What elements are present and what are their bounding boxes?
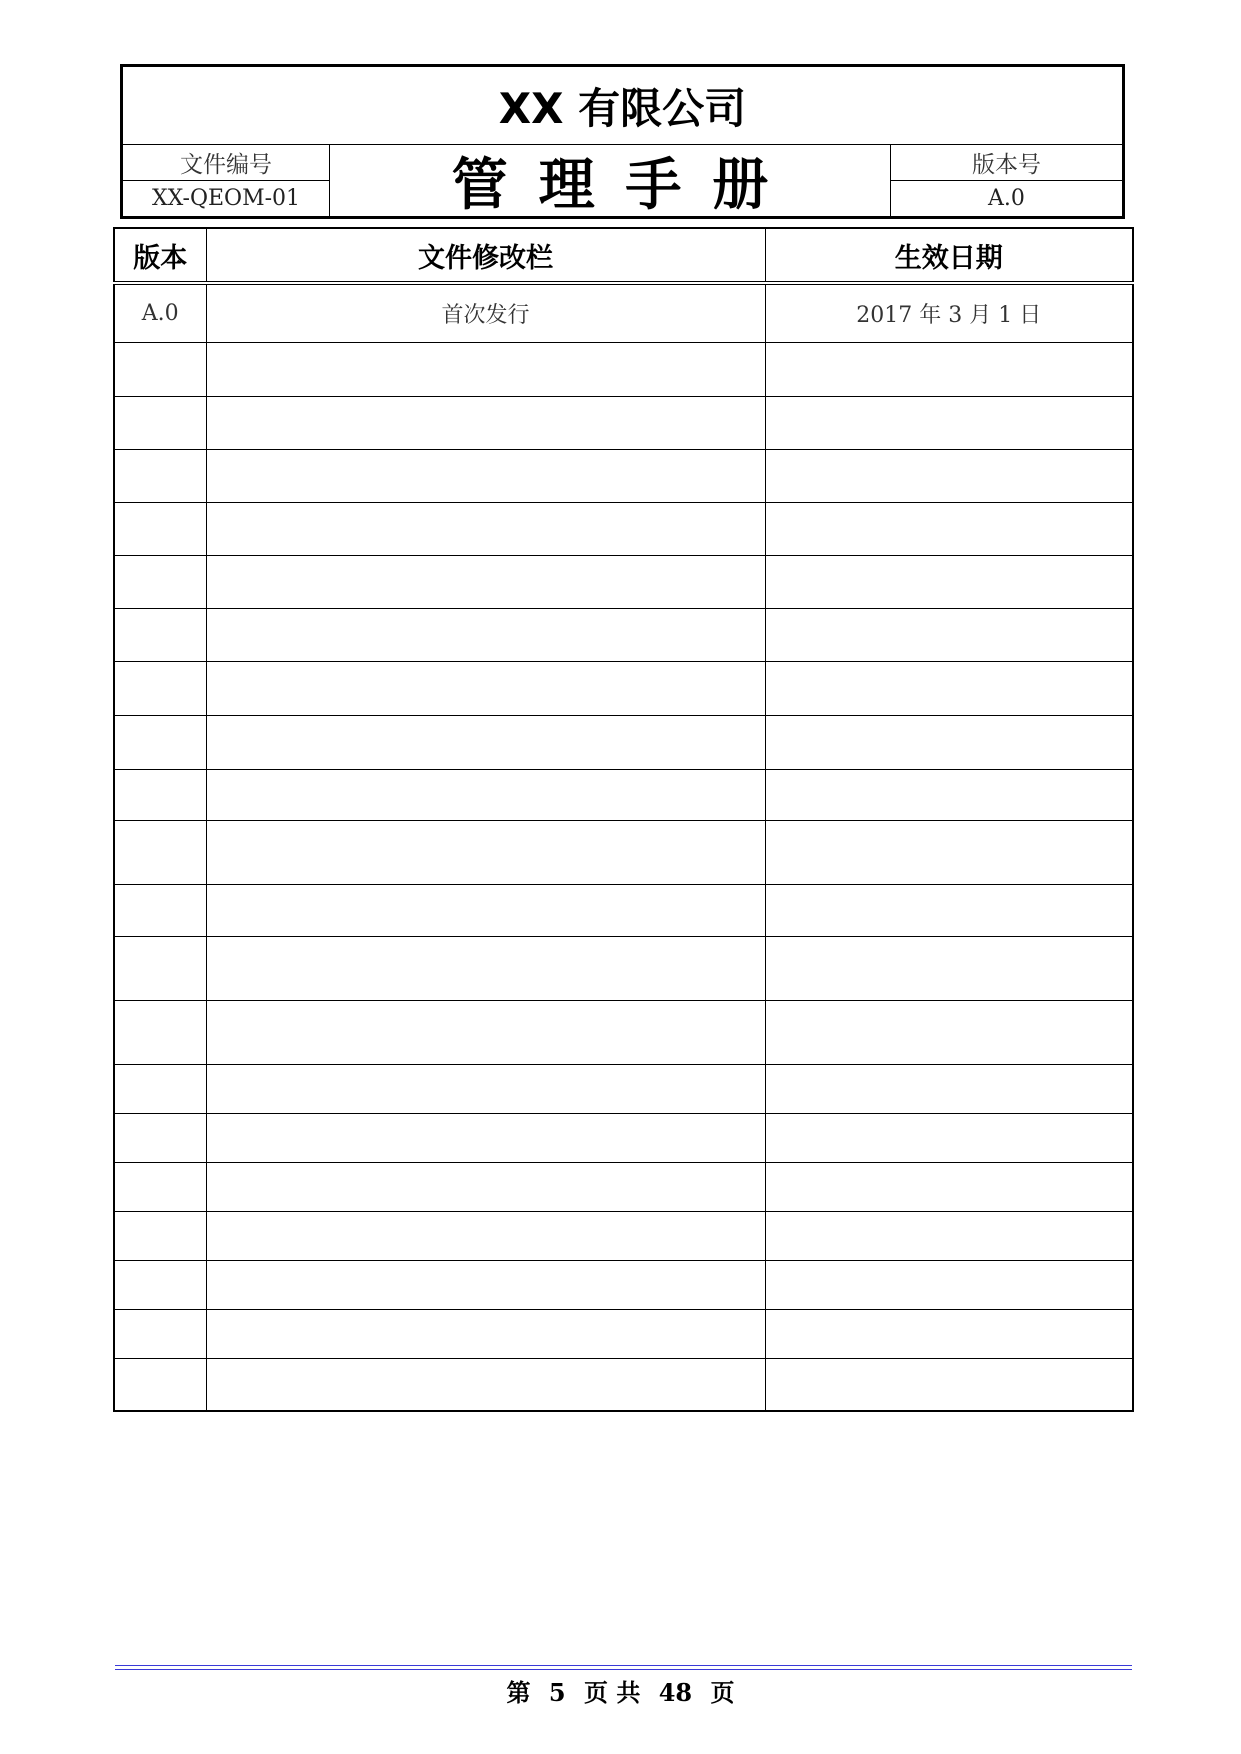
cell-version bbox=[114, 1001, 206, 1065]
table-row bbox=[114, 397, 1133, 450]
cell-version bbox=[114, 662, 206, 716]
doc-number-value: XX-QEOM-01 bbox=[123, 181, 330, 216]
table-row bbox=[114, 716, 1133, 770]
cell-revision bbox=[206, 450, 765, 503]
cell-effective-date bbox=[765, 821, 1133, 885]
cell-revision bbox=[206, 343, 765, 397]
cell-version bbox=[114, 1163, 206, 1212]
cell-effective-date bbox=[765, 397, 1133, 450]
table-row bbox=[114, 821, 1133, 885]
manual-title: 管理手册 bbox=[451, 152, 799, 218]
page-total: 48 bbox=[658, 1678, 693, 1707]
cell-version bbox=[114, 1065, 206, 1114]
table-row bbox=[114, 503, 1133, 556]
cell-version bbox=[114, 397, 206, 450]
cell-effective-date bbox=[765, 716, 1133, 770]
cell-version bbox=[114, 503, 206, 556]
table-row bbox=[114, 770, 1133, 821]
cell-effective-date bbox=[765, 1310, 1133, 1359]
company-name: XX 有限公司 bbox=[123, 67, 1122, 145]
table-row bbox=[114, 885, 1133, 937]
cell-effective-date bbox=[765, 770, 1133, 821]
cell-revision bbox=[206, 1261, 765, 1310]
cell-version bbox=[114, 1310, 206, 1359]
doc-number-label: 文件编号 bbox=[123, 145, 330, 181]
page-prefix: 第 bbox=[506, 1678, 531, 1707]
cell-effective-date bbox=[765, 937, 1133, 1001]
cell-revision bbox=[206, 937, 765, 1001]
cell-effective-date bbox=[765, 450, 1133, 503]
cell-revision bbox=[206, 662, 765, 716]
cell-version bbox=[114, 1359, 206, 1412]
table-row bbox=[114, 1163, 1133, 1212]
cell-version bbox=[114, 1261, 206, 1310]
cell-revision bbox=[206, 821, 765, 885]
cell-revision bbox=[206, 1065, 765, 1114]
table-row bbox=[114, 1212, 1133, 1261]
cell-version bbox=[114, 1212, 206, 1261]
revision-history-table bbox=[113, 227, 1134, 1412]
cell-version: A.0 bbox=[114, 283, 206, 343]
document-header bbox=[120, 64, 1125, 219]
table-row bbox=[114, 1114, 1133, 1163]
table-row bbox=[114, 1261, 1133, 1310]
cell-revision bbox=[206, 397, 765, 450]
table-row bbox=[114, 609, 1133, 662]
table-row bbox=[114, 662, 1133, 716]
cell-revision bbox=[206, 770, 765, 821]
cell-effective-date bbox=[765, 1114, 1133, 1163]
cell-version bbox=[114, 770, 206, 821]
cell-revision bbox=[206, 1163, 765, 1212]
cell-version bbox=[114, 343, 206, 397]
cell-effective-date bbox=[765, 1212, 1133, 1261]
table-row bbox=[114, 1065, 1133, 1114]
cell-revision: 首次发行 bbox=[206, 283, 765, 343]
table-row bbox=[114, 283, 1133, 343]
cell-effective-date: 2017 年 3 月 1 日 bbox=[765, 283, 1133, 343]
cell-effective-date bbox=[765, 503, 1133, 556]
cell-effective-date bbox=[765, 1163, 1133, 1212]
page-mid: 页 共 bbox=[583, 1678, 641, 1707]
footer-divider bbox=[115, 1665, 1132, 1666]
version-label: 版本号 bbox=[890, 145, 1122, 181]
cell-version bbox=[114, 937, 206, 1001]
cell-version bbox=[114, 885, 206, 937]
version-value: A.0 bbox=[890, 181, 1122, 216]
table-row bbox=[114, 937, 1133, 1001]
footer-divider-secondary bbox=[115, 1669, 1132, 1670]
table-row bbox=[114, 1310, 1133, 1359]
page-suffix: 页 bbox=[710, 1678, 735, 1707]
cell-version bbox=[114, 821, 206, 885]
page-current: 5 bbox=[548, 1678, 566, 1707]
cell-effective-date bbox=[765, 556, 1133, 609]
cell-effective-date bbox=[765, 885, 1133, 937]
table-row bbox=[114, 450, 1133, 503]
cell-revision bbox=[206, 1310, 765, 1359]
cell-revision bbox=[206, 1359, 765, 1412]
cell-version bbox=[114, 609, 206, 662]
cell-revision bbox=[206, 503, 765, 556]
cell-effective-date bbox=[765, 1001, 1133, 1065]
table-row bbox=[114, 1359, 1133, 1412]
column-header-version: 版本 bbox=[114, 228, 206, 283]
cell-version bbox=[114, 1114, 206, 1163]
cell-revision bbox=[206, 1114, 765, 1163]
page-number bbox=[0, 1673, 1241, 1708]
cell-version bbox=[114, 450, 206, 503]
table-header-row bbox=[114, 228, 1133, 283]
cell-revision bbox=[206, 609, 765, 662]
cell-revision bbox=[206, 885, 765, 937]
cell-effective-date bbox=[765, 662, 1133, 716]
table-row bbox=[114, 343, 1133, 397]
table-row bbox=[114, 1001, 1133, 1065]
cell-revision bbox=[206, 1212, 765, 1261]
cell-revision bbox=[206, 556, 765, 609]
cell-revision bbox=[206, 716, 765, 770]
cell-revision bbox=[206, 1001, 765, 1065]
column-header-revision: 文件修改栏 bbox=[206, 228, 765, 283]
cell-effective-date bbox=[765, 343, 1133, 397]
cell-version bbox=[114, 556, 206, 609]
cell-effective-date bbox=[765, 1261, 1133, 1310]
column-header-effective-date: 生效日期 bbox=[765, 228, 1133, 283]
cell-effective-date bbox=[765, 1065, 1133, 1114]
cell-effective-date bbox=[765, 1359, 1133, 1412]
cell-version bbox=[114, 716, 206, 770]
table-row bbox=[114, 556, 1133, 609]
cell-effective-date bbox=[765, 609, 1133, 662]
